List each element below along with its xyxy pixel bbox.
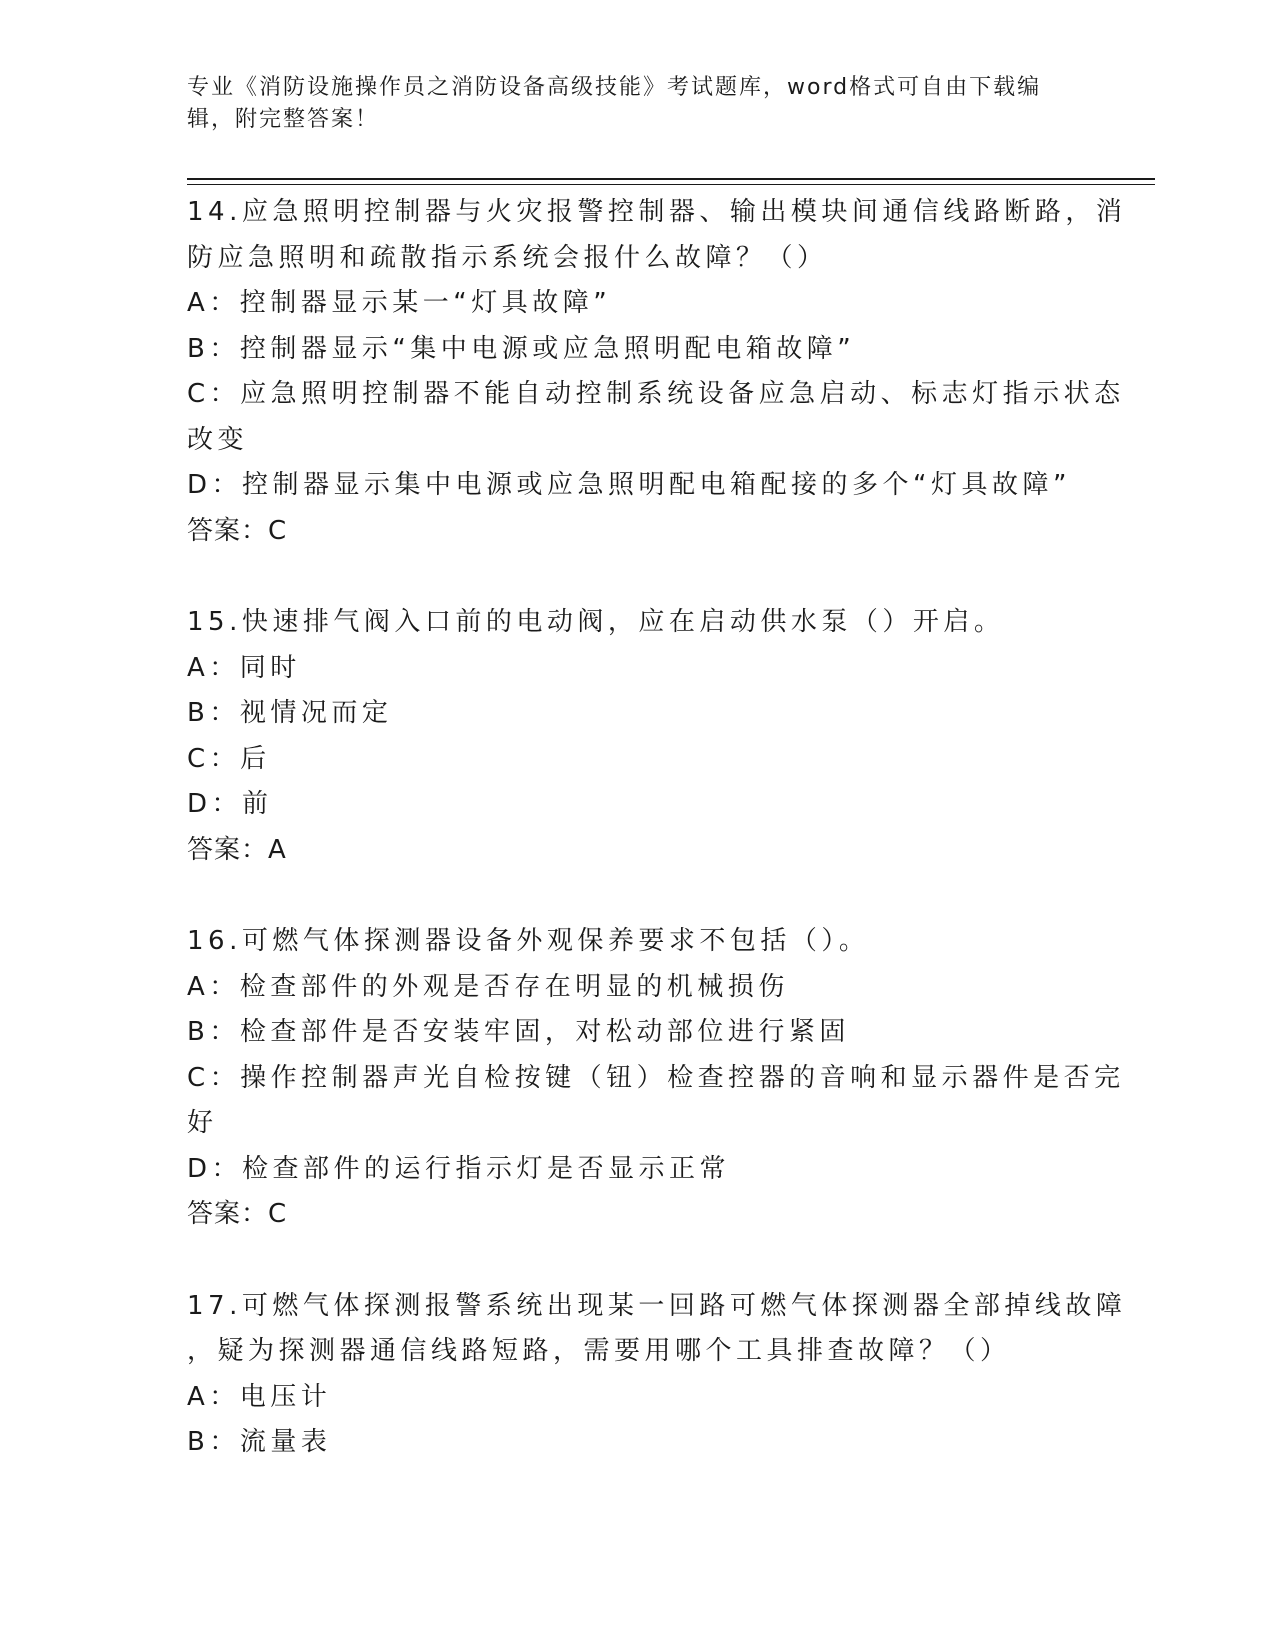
question-17 <box>187 1284 1127 1466</box>
answer-line: 答案：A <box>187 834 287 865</box>
question-16 <box>187 919 1125 1238</box>
question-stem-line: 14.应急照明控制器与火灾报警控制器、输出模块间通信线路断路，消 <box>187 197 1127 227</box>
option-b: B：控制器显示“集中电源或应急照明配电箱故障” <box>187 333 856 364</box>
option-b: B：视情况而定 <box>187 698 393 728</box>
option-a: A：同时 <box>187 652 301 683</box>
option-c: C：应急照明控制器不能自动控制系统设备应急启动、标志灯指示状态 <box>187 379 1125 409</box>
option-c: C：操作控制器声光自检按键（钮）检查控器的音响和显示器件是否完 <box>187 1062 1125 1093</box>
option-d: D：检查部件的运行指示灯是否显示正常 <box>187 1153 731 1184</box>
header-divider-thick <box>187 178 1155 180</box>
question-spacer <box>187 873 1087 919</box>
question-spacer <box>187 1238 1087 1284</box>
document-header <box>187 72 1067 136</box>
option-b: B：流量表 <box>187 1427 332 1457</box>
option-a: A：控制器显示某一“灯具故障” <box>187 288 612 318</box>
question-14 <box>187 190 1127 554</box>
option-d: D：控制器显示集中电源或应急照明配电箱配接的多个“灯具故障” <box>187 470 1071 500</box>
question-list <box>187 190 1127 1466</box>
header-divider-thin <box>187 184 1155 185</box>
question-stem-line: 17.可燃气体探测报警系统出现某一回路可燃气体探测器全部掉线故障 <box>187 1290 1127 1321</box>
option-c-continued: 改变 <box>187 424 249 455</box>
header-line-2: 辑，附完整答案！ <box>187 107 380 132</box>
answer-line: 答案：C <box>187 515 288 546</box>
question-stem-line: 防应急照明和疏散指示系统会报什么故障？（） <box>187 242 828 273</box>
option-c-continued: 好 <box>187 1108 218 1138</box>
question-15 <box>187 600 1087 873</box>
answer-line: 答案：C <box>187 1199 288 1229</box>
header-line-1: 专业《消防设施操作员之消防设备高级技能》考试题库，word格式可自由下载编 <box>187 75 1042 100</box>
question-stem-line: ，疑为探测器通信线路短路，需要用哪个工具排查故障？（） <box>187 1336 1011 1366</box>
option-b: B：检查部件是否安装牢固，对松动部位进行紧固 <box>187 1017 850 1047</box>
question-spacer <box>187 554 1087 600</box>
option-c: C：后 <box>187 743 271 774</box>
option-a: A：电压计 <box>187 1381 332 1412</box>
option-a: A：检查部件的外观是否存在明显的机械损伤 <box>187 971 789 1002</box>
option-d: D：前 <box>187 789 273 819</box>
question-stem-line: 16.可燃气体探测器设备外观保养要求不包括（）。 <box>187 926 870 956</box>
question-stem-line: 15.快速排气阀入口前的电动阀，应在启动供水泵（）开启。 <box>187 607 1005 637</box>
